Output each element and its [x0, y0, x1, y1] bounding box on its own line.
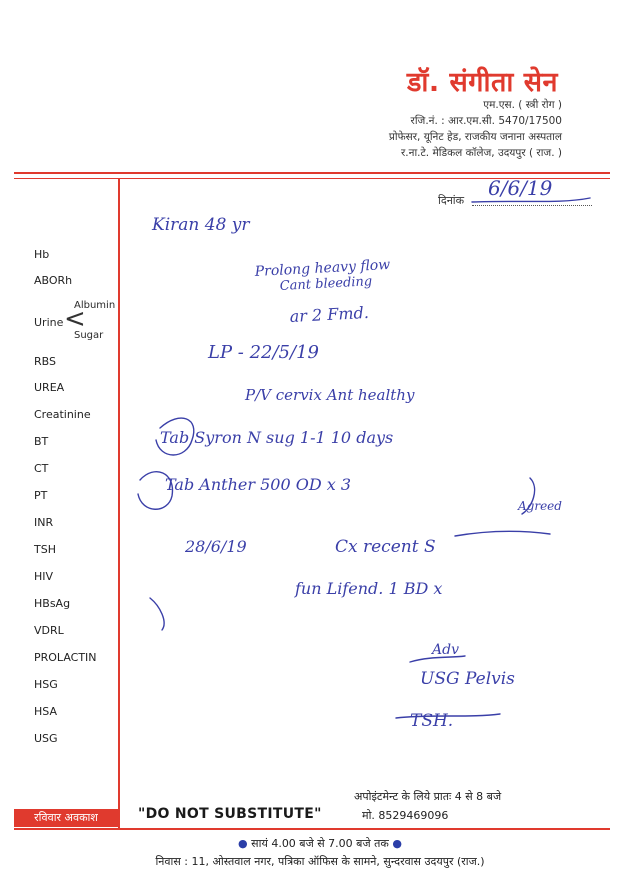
doctor-position: प्रोफेसर, यूनिट हेड, राजकीय जनाना अस्पताल [388, 131, 562, 143]
test-label-urea: UREA [34, 381, 65, 394]
test-label-hsg: HSG [34, 678, 58, 691]
date-label: दिनांक [438, 194, 465, 207]
brace-icon: < [64, 304, 86, 334]
appointment-hours: अपोइंटमेन्ट के लिये प्रातः 4 से 8 बजे [354, 790, 502, 803]
test-label-rbs: RBS [34, 355, 56, 368]
hw-line-2: Prolong heavy flow [254, 256, 391, 280]
date-value: 6/6/19 [488, 176, 553, 200]
test-label-hbsag: HBsAg [34, 597, 71, 610]
test-label-inr: INR [34, 516, 54, 529]
hw-line-4: ar 2 Fmd. [289, 302, 370, 326]
hw-line-11: Cx recent S [335, 537, 436, 557]
test-label-hiv: HIV [34, 570, 54, 583]
hw-line-12: fun Lifend. 1 BD x [295, 579, 443, 598]
clinic-timing-text: सायं 4.00 बजे से 7.00 बजे तक [251, 837, 389, 850]
clinic-timing [0, 836, 640, 851]
test-label-usg: USG [34, 732, 58, 745]
test-label-prolactin: PROLACTIN [34, 651, 97, 664]
hw-line-6: P/V cervix Ant healthy [245, 386, 415, 404]
strike-stroke [455, 531, 550, 536]
test-label-hsa: HSA [34, 705, 57, 718]
test-label-tsh: TSH [34, 543, 56, 556]
hw-line-5: LP - 22/5/19 [208, 342, 319, 363]
bullet-icon: ● [238, 837, 248, 850]
handwriting-text-group [151, 215, 562, 731]
handwritten-notes [120, 178, 610, 828]
test-label-bt: BT [34, 435, 49, 448]
hw-line-13: Adv [432, 642, 459, 658]
test-label-sugar: Sugar [74, 330, 104, 341]
sunday-holiday-badge: रविवार अवकाश [14, 809, 118, 827]
hw-line-7: Tab Syron N sug 1-1 10 days [160, 428, 394, 447]
residence-address: निवास : 11, ओस्तवाल नगर, पत्रिका ऑफिस के सामने, सुन्दरवास उदयपुर (राज.) [155, 855, 485, 868]
doctor-college: र.ना.टे. मेडिकल कॉलेज, उदयपुर ( राज. ) [400, 147, 562, 159]
hw-line-10: 28/6/19 [185, 537, 247, 556]
test-label-pt: PT [34, 489, 48, 502]
footer-rule [14, 828, 610, 830]
test-label-urine: Urine [34, 316, 64, 329]
hw-line-14: USG Pelvis [420, 669, 515, 689]
test-label-aborh: ABORh [34, 274, 73, 287]
header-rule [14, 172, 610, 174]
hw-line-1: Kiran 48 yr [152, 215, 250, 235]
hw-line-15: TSH. [410, 711, 454, 731]
hw-line-8: Tab Anther 500 OD x 3 [165, 475, 352, 494]
test-label-creatinine: Creatinine [34, 408, 91, 421]
test-urine-group [34, 298, 124, 342]
hw-line-9: Agreed [518, 499, 562, 513]
test-label-vdrl: VDRL [34, 624, 64, 637]
rx-stroke [150, 598, 164, 630]
bullet-icon: ● [392, 837, 402, 850]
doctor-name: डॉ. संगीता सेन [406, 67, 558, 98]
hw-line-3: Cant bleeding [279, 274, 373, 294]
test-label-hb: Hb [34, 248, 50, 261]
doctor-degree: एम.एस. ( स्त्री रोग ) [483, 99, 562, 111]
doctor-registration: रजि.नं. : आर.एम.सी. 5470/17500 [410, 115, 562, 127]
test-label-ct: CT [34, 462, 49, 475]
test-label-albumin: Albumin [74, 300, 116, 311]
mobile-number: मो. 8529469096 [362, 809, 449, 822]
do-not-substitute-label: "DO NOT SUBSTITUTE" [138, 806, 322, 822]
